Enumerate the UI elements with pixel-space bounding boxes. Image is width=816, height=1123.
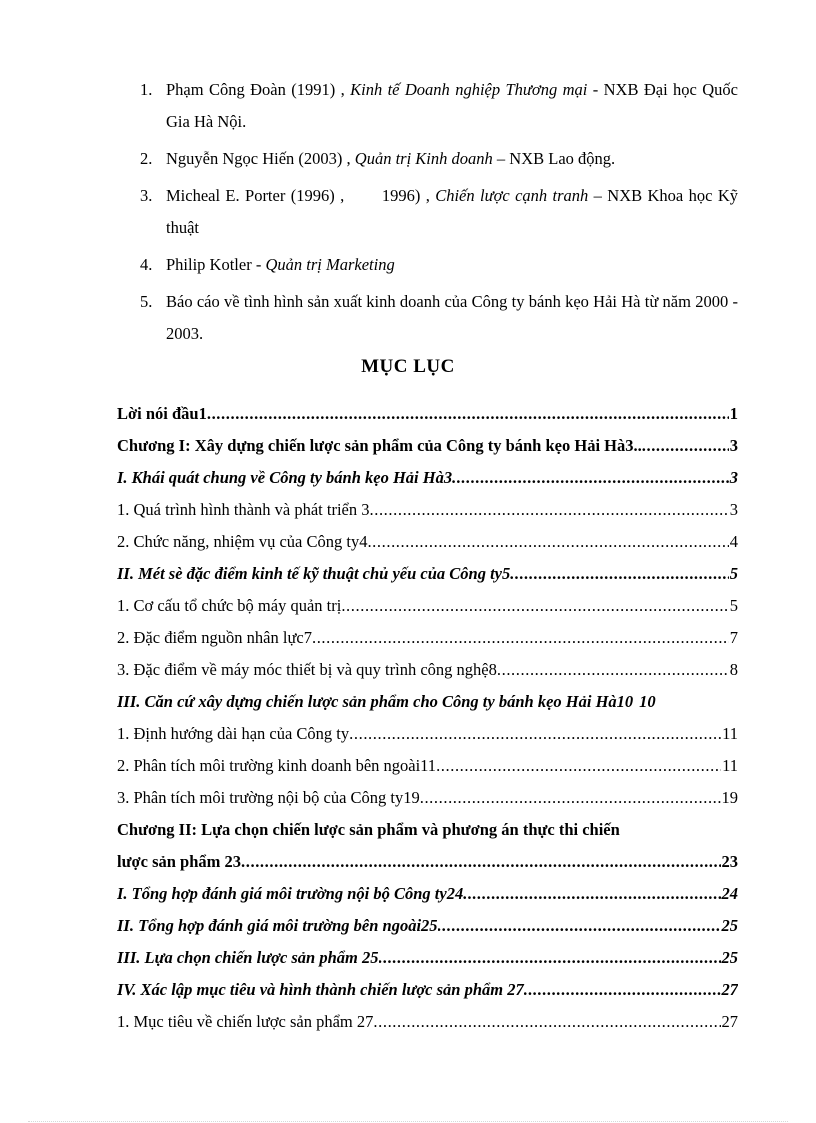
toc-entry[interactable] bbox=[117, 622, 738, 654]
toc-entry[interactable] bbox=[117, 782, 738, 814]
toc-entry[interactable] bbox=[117, 686, 738, 718]
toc-leader bbox=[349, 718, 721, 750]
toc-page-number: 4 bbox=[729, 532, 738, 551]
toc-entry-label: 2. Chức năng, nhiệm vụ của Công ty4 bbox=[117, 532, 368, 551]
toc-entry[interactable] bbox=[117, 846, 738, 878]
toc-entry-label: III. Căn cứ xây dựng chiến lược sản phẩm cho Công ty bánh kẹo Hải Hà10 bbox=[117, 692, 634, 711]
toc-leader bbox=[367, 526, 728, 558]
toc-entry[interactable] bbox=[117, 558, 738, 590]
toc-page-number: 27 bbox=[721, 980, 738, 999]
toc-leader bbox=[420, 782, 721, 814]
table-of-contents bbox=[117, 398, 738, 1038]
reference-number: 4. bbox=[140, 255, 153, 274]
toc-page-number: 5 bbox=[729, 564, 738, 583]
reference-list bbox=[140, 74, 743, 355]
toc-page-number: 10 bbox=[639, 692, 656, 711]
toc-entry[interactable] bbox=[117, 526, 738, 558]
reference-number: 2. bbox=[140, 149, 153, 168]
reference-text: Philip Kotler - Quản trị Marketing bbox=[166, 255, 395, 274]
toc-page-number: 25 bbox=[721, 916, 738, 935]
toc-entry-label: I. Tổng hợp đánh giá môi trường nội bộ Công ty24 bbox=[117, 884, 464, 903]
reference-item bbox=[140, 74, 738, 138]
reference-number: 1. bbox=[140, 80, 153, 99]
reference-text: Phạm Công Đoàn (1991) , Kinh tế Doanh nghiệp Thương mại - NXB Đại học Quốc Gia Hà Nội. bbox=[166, 80, 738, 131]
toc-leader bbox=[463, 878, 720, 910]
toc-entry[interactable] bbox=[117, 1006, 738, 1038]
toc-entry[interactable] bbox=[117, 654, 738, 686]
toc-entry[interactable] bbox=[117, 814, 738, 846]
reference-text: Báo cáo về tình hình sản xuất kinh doanh của Công ty bánh kẹo Hải Hà từ năm 2000 - 2003. bbox=[166, 292, 738, 343]
toc-page-number: 25 bbox=[721, 948, 738, 967]
toc-page-number: 3 bbox=[729, 468, 738, 487]
toc-entry-label: 3. Phân tích môi trường nội bộ của Công ty19 bbox=[117, 788, 420, 807]
toc-entry-label: 2. Đặc điểm nguồn nhân lực7 bbox=[117, 628, 312, 647]
reference-item bbox=[140, 180, 743, 244]
toc-entry-label: lược sản phẩm 23 bbox=[117, 852, 242, 871]
reference-title: Quản trị Kinh doanh bbox=[354, 149, 493, 168]
reference-number: 5. bbox=[140, 292, 153, 311]
toc-entry-label: 1. Định hướng dài hạn của Công ty bbox=[117, 724, 350, 743]
toc-page-number: 11 bbox=[722, 724, 738, 743]
toc-page-number: 3 bbox=[729, 500, 738, 519]
toc-entry-label: Chương I: Xây dựng chiến lược sản phẩm của Công ty bánh kẹo Hải Hà3.. bbox=[117, 436, 642, 455]
toc-entry-label: II. Mét sè đặc điểm kinh tế kỹ thuật chủ yếu của Công ty5 bbox=[117, 564, 511, 583]
toc-entry[interactable] bbox=[117, 430, 738, 462]
toc-page-number: 5 bbox=[729, 596, 738, 615]
toc-entry-label: IV. Xác lập mục tiêu và hình thành chiến lược sản phẩm 27 bbox=[117, 980, 524, 999]
toc-page-number: 11 bbox=[722, 756, 738, 775]
toc-leader bbox=[497, 654, 729, 686]
toc-entry[interactable] bbox=[117, 494, 738, 526]
toc-page-number: 7 bbox=[729, 628, 738, 647]
toc-entry-label: 1. Quá trình hình thành và phát triển 3 bbox=[117, 500, 370, 519]
reference-title: Kinh tế Doanh nghiệp Thương mại bbox=[350, 80, 588, 99]
toc-entry-label: 3. Đặc điểm về máy móc thiết bị và quy trình công nghệ8 bbox=[117, 660, 497, 679]
reference-item bbox=[140, 249, 738, 281]
toc-page-number: 1 bbox=[729, 404, 738, 423]
toc-heading: MỤC LỤC bbox=[361, 356, 455, 377]
reference-title: Quản trị Marketing bbox=[265, 255, 395, 274]
reference-text: Nguyễn Ngọc Hiến (2003) , Quản trị Kinh doanh – NXB Lao động. bbox=[166, 149, 616, 168]
toc-leader bbox=[312, 622, 729, 654]
toc-leader bbox=[642, 430, 729, 462]
toc-entry-label: 2. Phân tích môi trường kinh doanh bên ngoài11 bbox=[117, 756, 437, 775]
reference-item bbox=[140, 286, 738, 350]
toc-entry[interactable] bbox=[117, 462, 738, 494]
toc-page-number: 23 bbox=[721, 852, 738, 871]
page-bottom-border bbox=[28, 1121, 788, 1122]
toc-entry[interactable] bbox=[117, 878, 738, 910]
toc-leader bbox=[373, 1006, 720, 1038]
toc-page-number: 8 bbox=[729, 660, 738, 679]
reference-item bbox=[140, 143, 738, 175]
toc-entry-label: 1. Mục tiêu về chiến lược sản phẩm 27 bbox=[117, 1012, 374, 1031]
toc-page-number: 27 bbox=[721, 1012, 738, 1031]
toc-entry[interactable] bbox=[117, 750, 738, 782]
toc-leader bbox=[241, 846, 720, 878]
toc-entry[interactable] bbox=[117, 590, 738, 622]
toc-entry[interactable] bbox=[117, 974, 738, 1006]
reference-number: 3. bbox=[140, 186, 153, 205]
toc-entry[interactable] bbox=[117, 942, 738, 974]
toc-page-number: 3 bbox=[729, 436, 738, 455]
toc-entry-label: III. Lựa chọn chiến lược sản phẩm 25 bbox=[117, 948, 379, 967]
toc-leader bbox=[341, 590, 728, 622]
toc-leader bbox=[438, 910, 721, 942]
toc-entry[interactable] bbox=[117, 398, 738, 430]
toc-leader bbox=[510, 558, 728, 590]
reference-text: Micheal E. Porter (1996) , 1996) , Chiến lược cạnh tranh – NXB Khoa học Kỹ thuật bbox=[166, 186, 743, 237]
reference-title: Chiến lược cạnh tranh bbox=[435, 186, 589, 205]
toc-page-number: 19 bbox=[721, 788, 738, 807]
toc-entry-label: Lời nói đầu1 bbox=[117, 404, 207, 423]
toc-entry-label: 1. Cơ cấu tổ chức bộ máy quản trị bbox=[117, 596, 342, 615]
toc-leader bbox=[436, 750, 721, 782]
toc-entry[interactable] bbox=[117, 718, 738, 750]
toc-page-number: 24 bbox=[721, 884, 738, 903]
toc-entry-label: I. Khái quát chung về Công ty bánh kẹo Hải Hà3 bbox=[117, 468, 453, 487]
toc-entry-label: II. Tổng hợp đánh giá môi trường bên ngoài25 bbox=[117, 916, 438, 935]
toc-leader bbox=[207, 398, 729, 430]
toc-entry-label: Chương II: Lựa chọn chiến lược sản phẩm và phương án thực thi chiến bbox=[117, 820, 620, 839]
toc-leader bbox=[379, 942, 721, 974]
toc-entry[interactable] bbox=[117, 910, 738, 942]
toc-leader bbox=[452, 462, 729, 494]
toc-leader bbox=[524, 974, 721, 1006]
toc-leader bbox=[370, 494, 729, 526]
